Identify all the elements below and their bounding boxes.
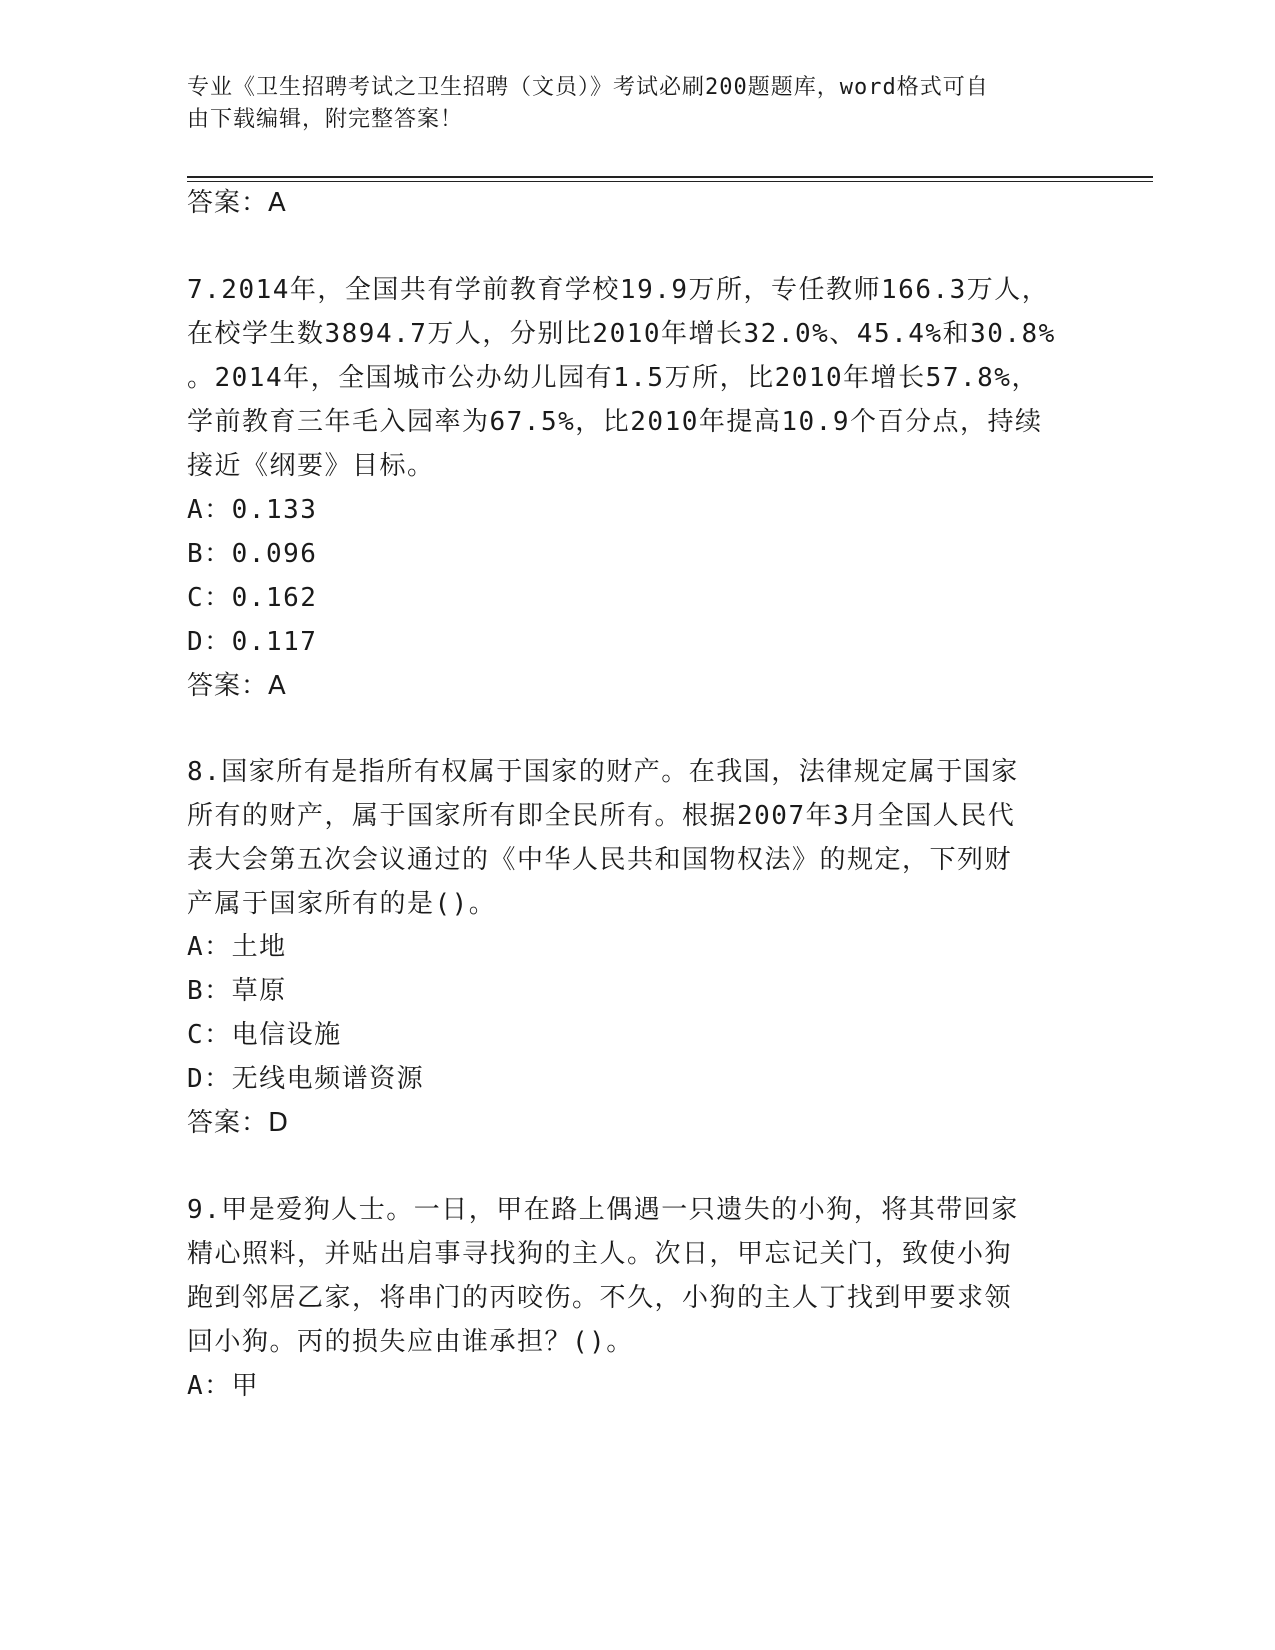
option-a: A：土地 [187,932,287,962]
question-text-line: 学前教育三年毛入园率为67.5%，比2010年提高10.9个百分点，持续 [187,407,1043,437]
question-text-line: 8.国家所有是指所有权属于国家的财产。在我国，法律规定属于国家 [187,757,1019,787]
question-text-line: 跑到邻居乙家，将串门的丙咬伤。不久，小狗的主人丁找到甲要求领 [187,1283,1013,1313]
header-line: 由下载编辑，附完整答案！ [187,107,464,132]
question-text-line: 9.甲是爱狗人士。一日，甲在路上偶遇一只遗失的小狗，将其带回家 [187,1195,1019,1225]
option-d: D：无线电频谱资源 [187,1064,425,1094]
header-line: 专业《卫生招聘考试之卫生招聘（文员）》考试必刷200题题库，word格式可自 [187,75,989,100]
document-header [187,72,1087,136]
header-divider [187,181,1153,182]
question-text-line: 回小狗。丙的损失应由谁承担？()。 [187,1327,634,1357]
option-c: C：0.162 [187,583,318,613]
option-d: D：0.117 [187,627,318,657]
question-text-line: 表大会第五次会议通过的《中华人民共和国物权法》的规定，下列财 [187,845,1013,875]
header-divider [187,176,1153,178]
question-text-line: 。2014年，全国城市公办幼儿园有1.5万所，比2010年增长57.8%， [187,363,1039,393]
option-b: B：0.096 [187,539,318,569]
answer-label: 答案：A [187,188,287,218]
answer-label: 答案：A [187,671,287,701]
question-text-line: 产属于国家所有的是()。 [187,889,497,919]
option-b: B：草原 [187,976,287,1006]
question-text-line: 精心照料，并贴出启事寻找狗的主人。次日，甲忘记关门，致使小狗 [187,1239,1013,1269]
option-a: A：甲 [187,1371,260,1401]
answer-label: 答案：D [187,1108,290,1138]
question-text-line: 7.2014年，全国共有学前教育学校19.9万所，专任教师166.3万人， [187,275,1050,305]
question-text-line: 接近《纲要》目标。 [187,451,435,481]
option-a: A：0.133 [187,495,318,525]
question-text-line: 在校学生数3894.7万人，分别比2010年增长32.0%、45.4%和30.8% [187,319,1056,349]
option-c: C：电信设施 [187,1020,342,1050]
question-text-line: 所有的财产，属于国家所有即全民所有。根据2007年3月全国人民代 [187,801,1016,831]
